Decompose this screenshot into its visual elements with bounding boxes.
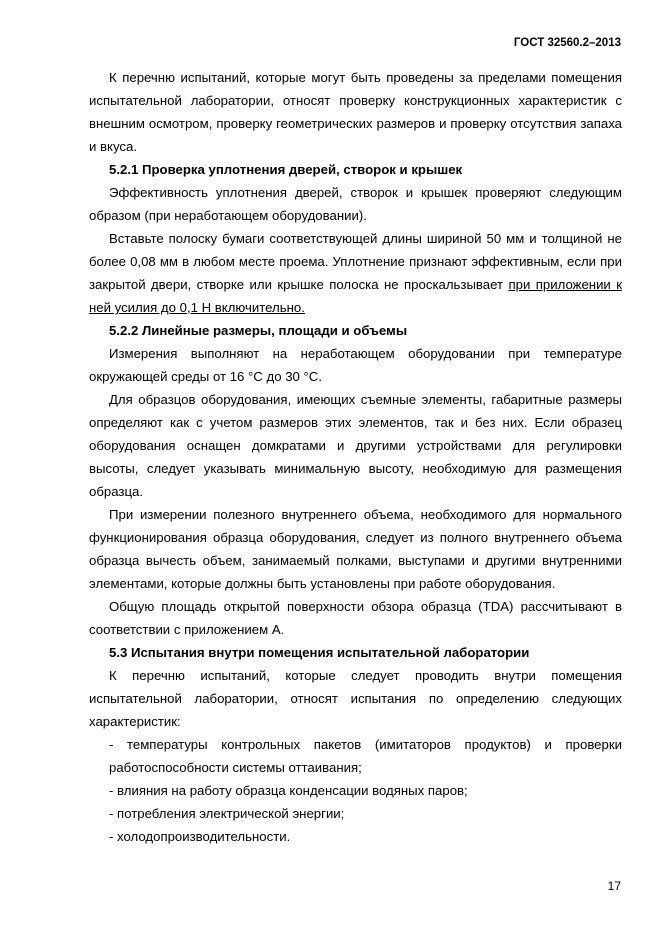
paragraph: Общую площадь открытой поверхности обзора образца (TDA) рассчитывают в соответствии с приложением А. <box>89 599 622 637</box>
section-heading: 5.3 Испытания внутри помещения испытательной лаборатории <box>109 645 530 660</box>
paragraph: К перечню испытаний, которые следует проводить внутри помещения испытательной лаборатории, относят испытания по определению следующих характеристик: <box>89 668 622 729</box>
list-item: - холодопроизводительности. <box>109 829 291 844</box>
section-heading: 5.2.1 Проверка уплотнения дверей, створок и крышек <box>109 162 463 177</box>
paragraph: К перечню испытаний, которые могут быть проведены за пределами помещения испытательной лаборатории, относят проверку конструкционных характеристик с внешним осмотром, проверку геометрических размеров и проверку отсутствия запаха и вкуса. <box>89 70 622 154</box>
paragraph-text: Вставьте полоску бумаги соответствующей длины шириной 50 мм и толщиной не более 0,08 мм в любом месте проема. Уплотнение признают эффективным, если при закрытой двери, створке или крышке полоска не проскальзывает <box>89 231 622 292</box>
paragraph: При измерении полезного внутреннего объема, необходимого для нормального функционирования образца оборудования, следует из полного внутреннего объема образца вычесть объем, занимаемый полками, выступами и другими внутренними элементами, которые должны быть установлены при работе оборудования. <box>89 507 622 591</box>
document-body <box>89 66 622 848</box>
list-item: - температуры контрольных пакетов (имитаторов продуктов) и проверки работоспособности системы оттаивания; <box>109 737 622 775</box>
underlined-text: при приложении к ней усилия до 0,1 Н включительно. <box>89 277 622 315</box>
paragraph <box>89 227 622 319</box>
paragraph: Эффективность уплотнения дверей, створок и крышек проверяют следующим образом (при неработающем оборудовании). <box>89 185 622 223</box>
document-header: ГОСТ 32560.2–2013 <box>513 37 621 49</box>
list-item: - влияния на работу образца конденсации водяных паров; <box>109 783 468 798</box>
page-number: 17 <box>607 879 621 893</box>
list-item: - потребления электрической энергии; <box>109 806 345 821</box>
section-heading: 5.2.2 Линейные размеры, площади и объемы <box>109 323 408 338</box>
paragraph: Измерения выполняют на неработающем оборудовании при температуре окружающей среды от 16 °С до 30 °С. <box>89 346 622 384</box>
paragraph: Для образцов оборудования, имеющих съемные элементы, габаритные размеры определяют как с учетом размеров этих элементов, так и без них. Если образец оборудования оснащен домкратами и другими устройствами для регулировки высоты, следует указывать минимальную высоту, необходимую для размещения образца. <box>89 392 622 499</box>
